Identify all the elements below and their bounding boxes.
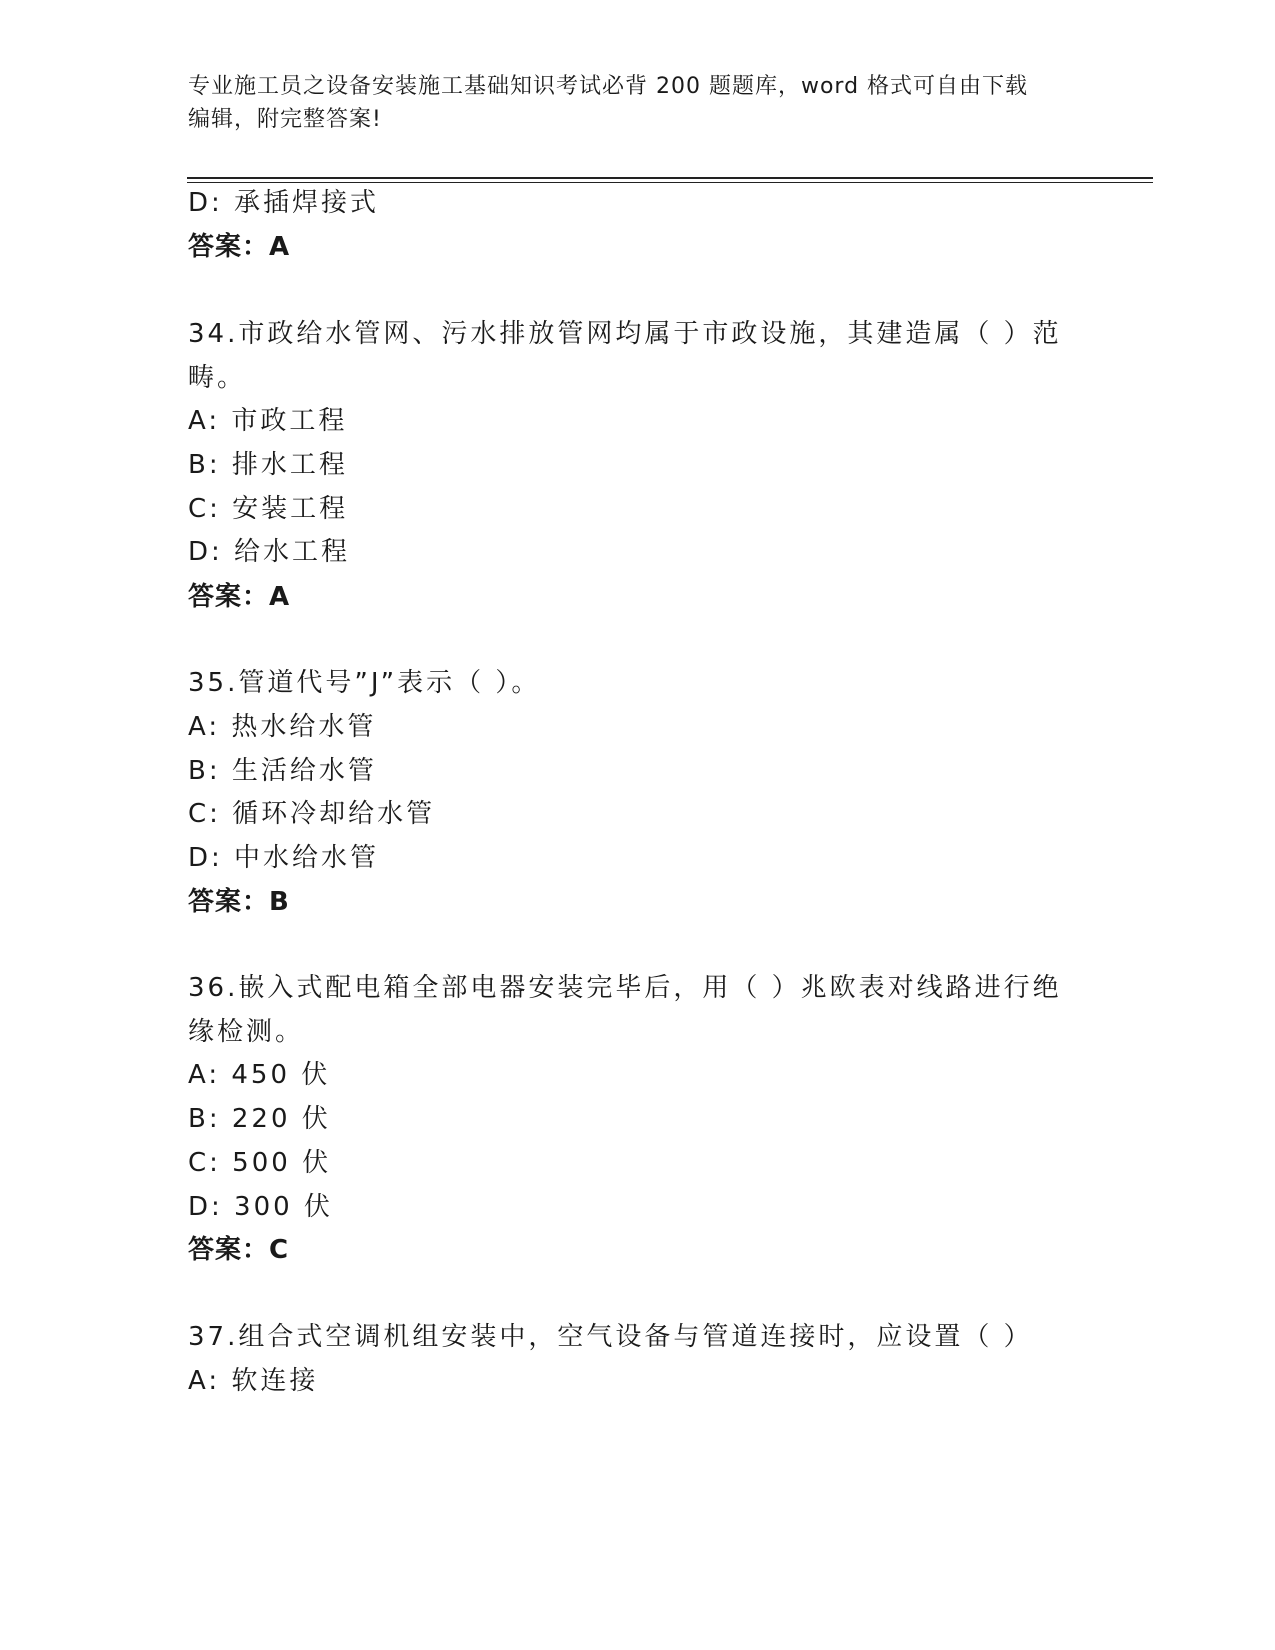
prev-question-answer: 答案：A	[188, 232, 291, 262]
q34-option-c: C: 安装工程	[188, 494, 349, 524]
prev-question-option-d: D: 承插焊接式	[188, 188, 380, 218]
q34-option-d: D: 给水工程	[188, 537, 351, 567]
header-divider-thin	[187, 182, 1153, 183]
q36-option-a: A: 450 伏	[188, 1060, 331, 1090]
q35-option-d: D: 中水给水管	[188, 843, 380, 873]
q34-option-a: A: 市政工程	[188, 406, 348, 436]
q36-stem-line-1: 36.嵌入式配电箱全部电器安装完毕后，用（ ）兆欧表对线路进行绝	[188, 973, 1062, 1003]
q35-option-c: C: 循环冷却给水管	[188, 799, 436, 829]
header-title-line-1: 专业施工员之设备安装施工基础知识考试必背 200 题题库，word 格式可自由下载	[188, 74, 1029, 99]
q35-answer: 答案：B	[188, 887, 290, 917]
q34-stem-line-1: 34.市政给水管网、污水排放管网均属于市政设施，其建造属（ ）范	[188, 319, 1062, 349]
q37-stem: 37.组合式空调机组安装中，空气设备与管道连接时，应设置（ ）	[188, 1322, 1033, 1352]
q35-option-a: A: 热水给水管	[188, 712, 377, 742]
q36-option-c: C: 500 伏	[188, 1148, 332, 1178]
q35-stem: 35.管道代号”J”表示（ ）。	[188, 668, 541, 698]
q36-option-d: D: 300 伏	[188, 1192, 333, 1222]
q36-option-b: B: 220 伏	[188, 1104, 331, 1134]
q35-option-b: B: 生活给水管	[188, 756, 377, 786]
header-divider-thick	[187, 177, 1153, 179]
q34-option-b: B: 排水工程	[188, 450, 348, 480]
q34-stem-line-2: 畴。	[188, 363, 247, 393]
document-header	[188, 70, 1068, 136]
header-title-line-2: 编辑，附完整答案!	[188, 107, 382, 132]
q34-answer: 答案：A	[188, 582, 291, 612]
q36-answer: 答案：C	[188, 1235, 290, 1265]
q36-stem-line-2: 缘检测。	[188, 1017, 305, 1047]
q37-option-a: A: 软连接	[188, 1366, 319, 1396]
